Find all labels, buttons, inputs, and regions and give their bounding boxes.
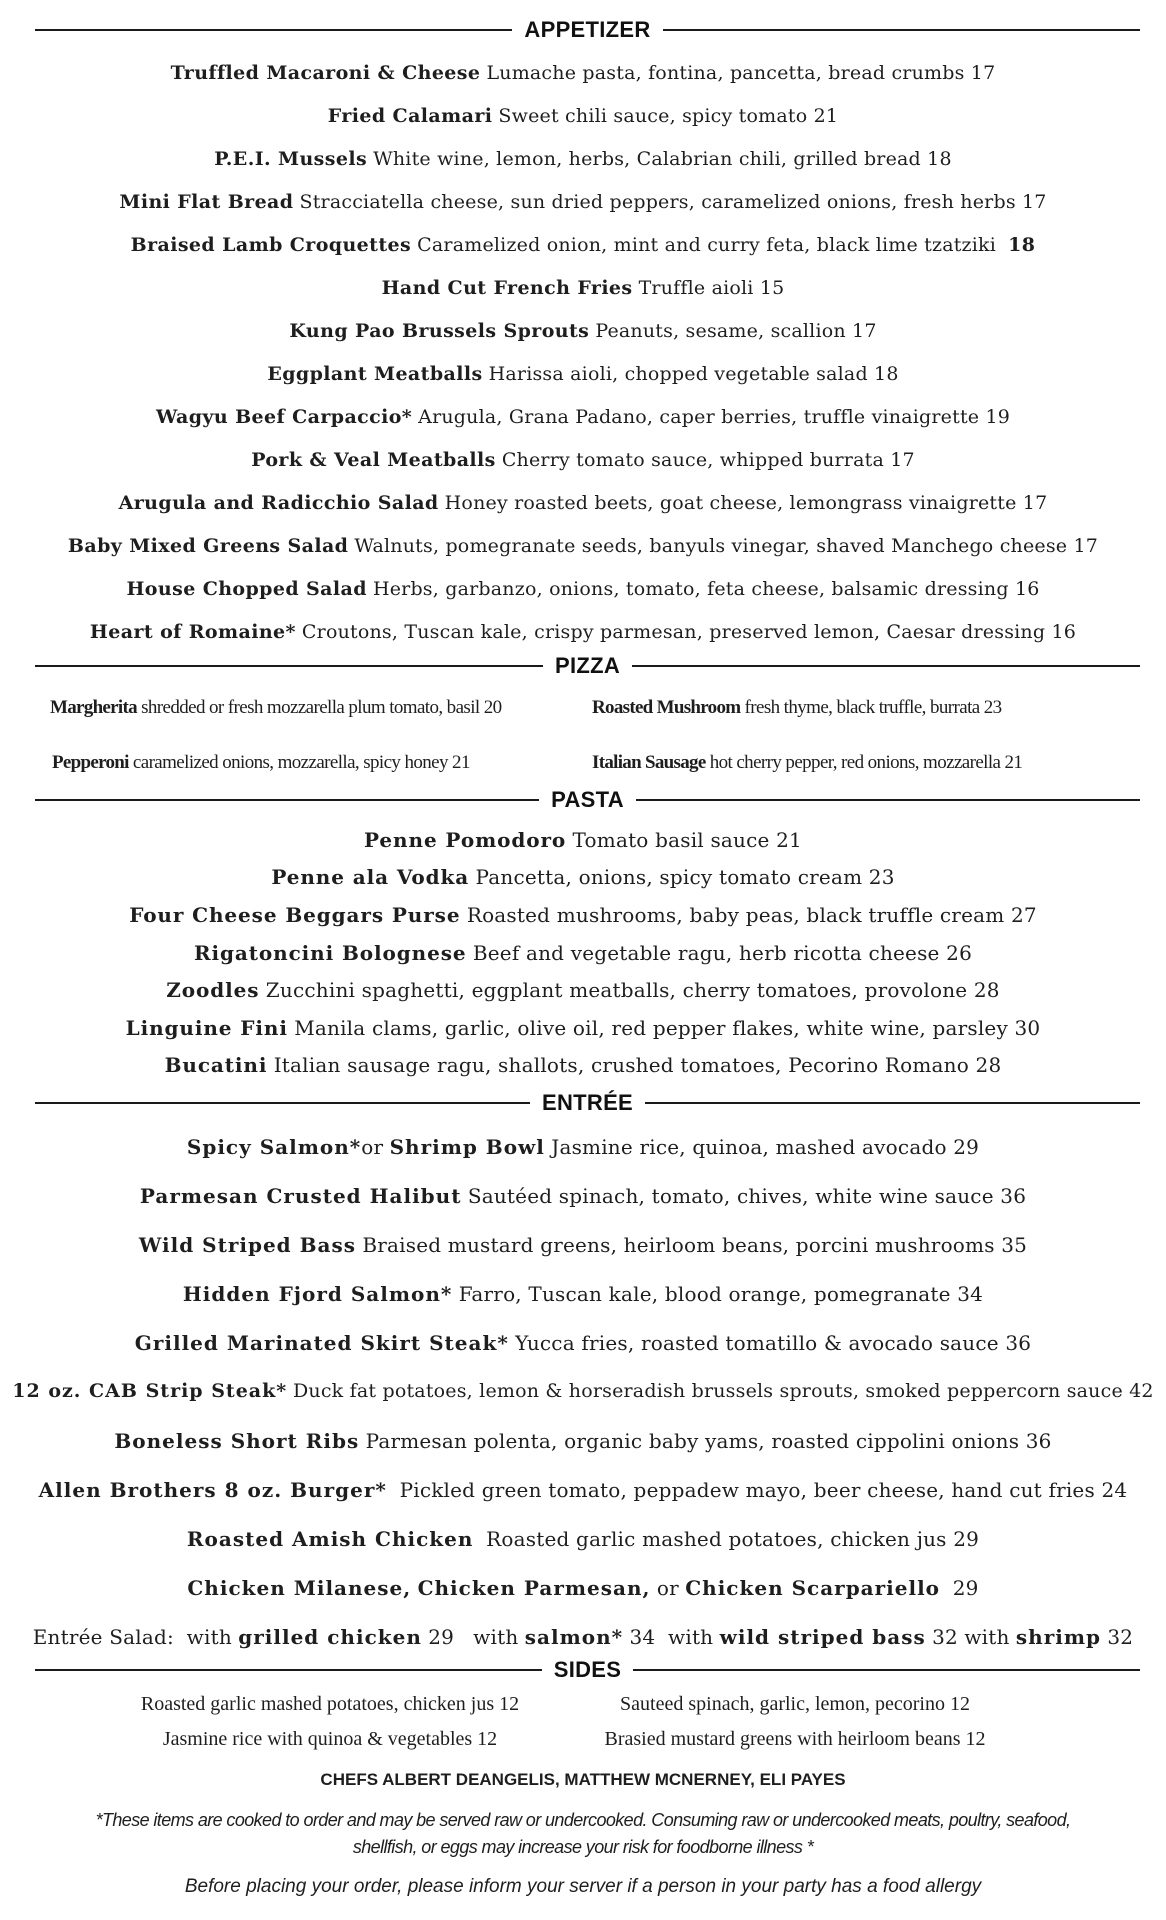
- appetizer-header: [35, 14, 1140, 46]
- item-name: Kung Pao Brussels Sprouts: [289, 320, 590, 342]
- item-name: Four Cheese Beggars Purse: [129, 903, 461, 927]
- entree-item-fjord-salmon: [0, 1281, 1166, 1307]
- menu-item-wagyu-carpaccio: [0, 405, 1166, 430]
- salad-option: wild striped bass: [719, 1625, 926, 1649]
- item-description: Farro, Tuscan kale, blood orange, pomegranate 34: [458, 1282, 984, 1306]
- section-title-pizza: PIZZA: [554, 653, 621, 678]
- item-name: Eggplant Meatballs: [267, 363, 483, 385]
- item-name: Arugula and Radicchio Salad: [118, 492, 439, 514]
- item-name: Roasted Amish Chicken: [186, 1527, 474, 1551]
- item-description: Pancetta, onions, spicy tomato cream 23: [475, 865, 895, 889]
- menu-item-pei-mussels: [0, 147, 1166, 172]
- item-name: Italian Sausage: [592, 752, 706, 773]
- menu-item-french-fries: [0, 276, 1166, 301]
- item-description: shredded or fresh mozzarella plum tomato, basil 20: [141, 697, 502, 718]
- menu-item-truffled-macaroni: [0, 61, 1166, 86]
- header-rule-left: [35, 665, 543, 667]
- item-name: Pork & Veal Meatballs: [251, 449, 496, 471]
- item-name: Heart of Romaine*: [89, 621, 296, 643]
- pizza-header: [35, 650, 1140, 682]
- pasta-item-linguine-fini: [0, 1015, 1166, 1041]
- item-name: Wagyu Beef Carpaccio*: [155, 406, 413, 428]
- item-name: Roasted Mushroom: [592, 697, 741, 718]
- item-description: Caramelized onion, mint and curry feta, black lime tzatziki: [417, 234, 997, 256]
- item-description: caramelized onions, mozzarella, spicy honey 21: [132, 752, 470, 773]
- side-item: Brasied mustard greens with heirloom beans 12: [604, 1728, 986, 1750]
- item-description: Walnuts, pomegranate seeds, banyuls vinegar, shaved Manchego cheese 17: [354, 535, 1099, 557]
- item-description: Roasted mushrooms, baby peas, black truffle cream 27: [466, 903, 1037, 927]
- item-description: Tomato basil sauce 21: [572, 828, 802, 852]
- item-name: Spicy Salmon*: [186, 1135, 362, 1159]
- chefs-credit: CHEFS ALBERT DEANGELIS, MATTHEW MCNERNEY, ELI PAYES: [320, 1770, 846, 1789]
- item-name: P.E.I. Mussels: [214, 148, 368, 170]
- item-description: fresh thyme, black truffle, burrata 23: [744, 697, 1002, 718]
- salad-with: with: [186, 1625, 232, 1649]
- header-rule-left: [35, 29, 512, 31]
- pasta-header: [35, 784, 1140, 816]
- section-title-appetizer: APPETIZER: [524, 17, 651, 42]
- salad-price: 29: [428, 1625, 455, 1649]
- menu-item-fried-calamari: [0, 104, 1166, 129]
- item-description: Sautéed spinach, tomato, chives, white wine sauce 36: [467, 1184, 1027, 1208]
- item-name: Hand Cut French Fries: [381, 277, 633, 299]
- item-name: Grilled Marinated Skirt Steak*: [134, 1331, 509, 1355]
- item-description: Parmesan polenta, organic baby yams, roasted cippolini onions 36: [365, 1429, 1052, 1453]
- menu-item-mini-flat-bread: [0, 190, 1166, 215]
- section-title-pasta: PASTA: [551, 787, 624, 812]
- item-description: Beef and vegetable ragu, herb ricotta cheese 26: [472, 941, 972, 965]
- menu-item-arugula-radicchio-salad: [0, 491, 1166, 516]
- item-description: Honey roasted beets, goat cheese, lemongrass vinaigrette 17: [444, 492, 1048, 514]
- entree-item-strip-steak: [0, 1379, 1166, 1404]
- menu-item-brussels-sprouts: [0, 319, 1166, 344]
- item-description: Herbs, garbanzo, onions, tomato, feta cheese, balsamic dressing 16: [372, 578, 1040, 600]
- item-price: 18: [1008, 234, 1036, 256]
- salad-price: 32: [1107, 1625, 1134, 1649]
- side-item: Jasmine rice with quinoa & vegetables 12: [162, 1728, 498, 1750]
- item-name: Rigatoncini Bolognese: [194, 941, 467, 965]
- item-name: Braised Lamb Croquettes: [130, 234, 412, 256]
- item-description: Cherry tomato sauce, whipped burrata 17: [501, 449, 915, 471]
- allergy-notice: Before placing your order, please inform your server if a person in your party has a food allergy: [184, 1876, 982, 1897]
- entree-item-chicken-trio: [0, 1575, 1166, 1601]
- item-description: Croutons, Tuscan kale, crispy parmesan, preserved lemon, Caesar dressing 16: [301, 621, 1077, 643]
- disclaimer-line: *These items are cooked to order and may be served raw or undercooked. Consuming raw or undercooked meats, poultry, seafood,: [95, 1810, 1071, 1830]
- item-name: Penne Pomodoro: [364, 828, 567, 852]
- item-description: Pickled green tomato, peppadew mayo, beer cheese, hand cut fries 24: [399, 1478, 1128, 1502]
- item-description: Harissa aioli, chopped vegetable salad 18: [488, 363, 899, 385]
- item-name: Chicken Parmesan,: [417, 1576, 651, 1600]
- item-connector: or: [361, 1135, 384, 1159]
- disclaimer-line: shellfish, or eggs may increase your risk for foodborne illness *: [352, 1837, 814, 1857]
- header-rule-right: [663, 29, 1140, 31]
- item-name: Shrimp Bowl: [389, 1135, 545, 1159]
- pasta-item-beggars-purse: [0, 902, 1166, 928]
- item-name: House Chopped Salad: [126, 578, 367, 600]
- item-description: Jasmine rice, quinoa, mashed avocado 29: [551, 1135, 980, 1159]
- header-rule-right: [632, 665, 1140, 667]
- item-name: Chicken Milanese,: [187, 1576, 412, 1600]
- salad-option: grilled chicken: [238, 1625, 422, 1649]
- menu-item-house-chopped-salad: [0, 577, 1166, 602]
- pizza-item-pepperoni: [52, 752, 470, 774]
- section-title-sides: SIDES: [553, 1657, 622, 1682]
- item-name: Mini Flat Bread: [119, 191, 294, 213]
- item-name: Linguine Fini: [125, 1016, 288, 1040]
- item-name: Wild Striped Bass: [138, 1233, 356, 1257]
- item-name: Chicken Scarpariello: [685, 1576, 941, 1600]
- item-description: Braised mustard greens, heirloom beans, porcini mushrooms 35: [362, 1233, 1028, 1257]
- salad-with: with: [964, 1625, 1010, 1649]
- header-rule-right: [636, 799, 1140, 801]
- item-name: Allen Brothers 8 oz. Burger*: [38, 1478, 387, 1502]
- item-description: Manila clams, garlic, olive oil, red pepper flakes, white wine, parsley 30: [294, 1016, 1041, 1040]
- item-description: Zucchini spaghetti, eggplant meatballs, cherry tomatoes, provolone 28: [265, 978, 1000, 1002]
- item-connector: or: [656, 1576, 679, 1600]
- section-title-entree: ENTRÉE: [541, 1090, 634, 1115]
- entree-item-amish-chicken: [0, 1526, 1166, 1552]
- header-rule-right: [645, 1102, 1140, 1104]
- item-name: Fried Calamari: [327, 105, 493, 127]
- salad-with: with: [668, 1625, 714, 1649]
- pizza-item-margherita: [50, 697, 502, 719]
- entree-item-skirt-steak: [0, 1330, 1166, 1356]
- entree-item-halibut: [0, 1183, 1166, 1209]
- item-price: 29: [952, 1576, 979, 1600]
- side-item: Sauteed spinach, garlic, lemon, pecorino 12: [620, 1693, 970, 1715]
- raw-food-disclaimer: [30, 1807, 1136, 1861]
- item-name: Hidden Fjord Salmon*: [182, 1282, 453, 1306]
- item-name: Zoodles: [166, 978, 260, 1002]
- item-name: Truffled Macaroni & Cheese: [170, 62, 481, 84]
- pasta-item-penne-vodka: [0, 864, 1166, 890]
- salad-with: with: [473, 1625, 519, 1649]
- item-name: Margherita: [50, 697, 137, 718]
- salad-option: shrimp: [1015, 1625, 1102, 1649]
- item-description: Italian sausage ragu, shallots, crushed tomatoes, Pecorino Romano 28: [273, 1053, 1002, 1077]
- sides-header: [35, 1654, 1140, 1686]
- item-description: Peanuts, sesame, scallion 17: [595, 320, 877, 342]
- pasta-item-bucatini: [0, 1052, 1166, 1078]
- item-description: Sweet chili sauce, spicy tomato 21: [498, 105, 839, 127]
- item-name: Boneless Short Ribs: [114, 1429, 360, 1453]
- entree-salad-options: [0, 1624, 1166, 1650]
- item-description: Arugula, Grana Padano, caper berries, truffle vinaigrette 19: [418, 406, 1011, 428]
- item-description: White wine, lemon, herbs, Calabrian chili, grilled bread 18: [373, 148, 952, 170]
- item-description: Yucca fries, roasted tomatillo & avocado sauce 36: [515, 1331, 1032, 1355]
- entree-item-striped-bass: [0, 1232, 1166, 1258]
- item-name: Parmesan Crusted Halibut: [139, 1184, 462, 1208]
- header-rule-left: [35, 1102, 530, 1104]
- item-description: Stracciatella cheese, sun dried peppers, caramelized onions, fresh herbs 17: [299, 191, 1047, 213]
- item-name: Pepperoni: [52, 752, 129, 773]
- pizza-item-roasted-mushroom: [592, 697, 1002, 719]
- entree-header: [35, 1087, 1140, 1119]
- pasta-item-zoodles: [0, 977, 1166, 1003]
- item-name: Penne ala Vodka: [271, 865, 470, 889]
- salad-label: Entrée Salad:: [32, 1625, 174, 1649]
- item-name: Bucatini: [164, 1053, 268, 1077]
- item-name: 12 oz. CAB Strip Steak*: [12, 1380, 288, 1402]
- salad-option: salmon*: [524, 1625, 624, 1649]
- pasta-item-penne-pomodoro: [0, 827, 1166, 853]
- entree-item-short-ribs: [0, 1428, 1166, 1454]
- item-description: Lumache pasta, fontina, pancetta, bread crumbs 17: [486, 62, 996, 84]
- item-description: hot cherry pepper, red onions, mozzarella 21: [709, 752, 1023, 773]
- pizza-item-italian-sausage: [592, 752, 1022, 774]
- menu-item-eggplant-meatballs: [0, 362, 1166, 387]
- salad-price: 32: [932, 1625, 958, 1649]
- entree-item-salmon-shrimp-bowl: [0, 1134, 1166, 1160]
- header-rule-right: [633, 1669, 1140, 1671]
- item-description: Roasted garlic mashed potatoes, chicken jus 29: [486, 1527, 980, 1551]
- header-rule-left: [35, 799, 539, 801]
- salad-price: 34: [629, 1625, 656, 1649]
- menu-item-baby-mixed-greens: [0, 534, 1166, 559]
- item-name: Baby Mixed Greens Salad: [67, 535, 349, 557]
- entree-item-burger: [0, 1477, 1166, 1503]
- item-description: Duck fat potatoes, lemon & horseradish brussels sprouts, smoked peppercorn sauce 42: [292, 1380, 1154, 1402]
- pasta-item-rigatoncini: [0, 940, 1166, 966]
- side-item: Roasted garlic mashed potatoes, chicken jus 12: [140, 1693, 520, 1715]
- menu-item-pork-veal-meatballs: [0, 448, 1166, 473]
- menu-item-heart-of-romaine: [0, 620, 1166, 645]
- menu-item-lamb-croquettes: [0, 233, 1166, 258]
- header-rule-left: [35, 1669, 542, 1671]
- item-description: Truffle aioli 15: [638, 277, 785, 299]
